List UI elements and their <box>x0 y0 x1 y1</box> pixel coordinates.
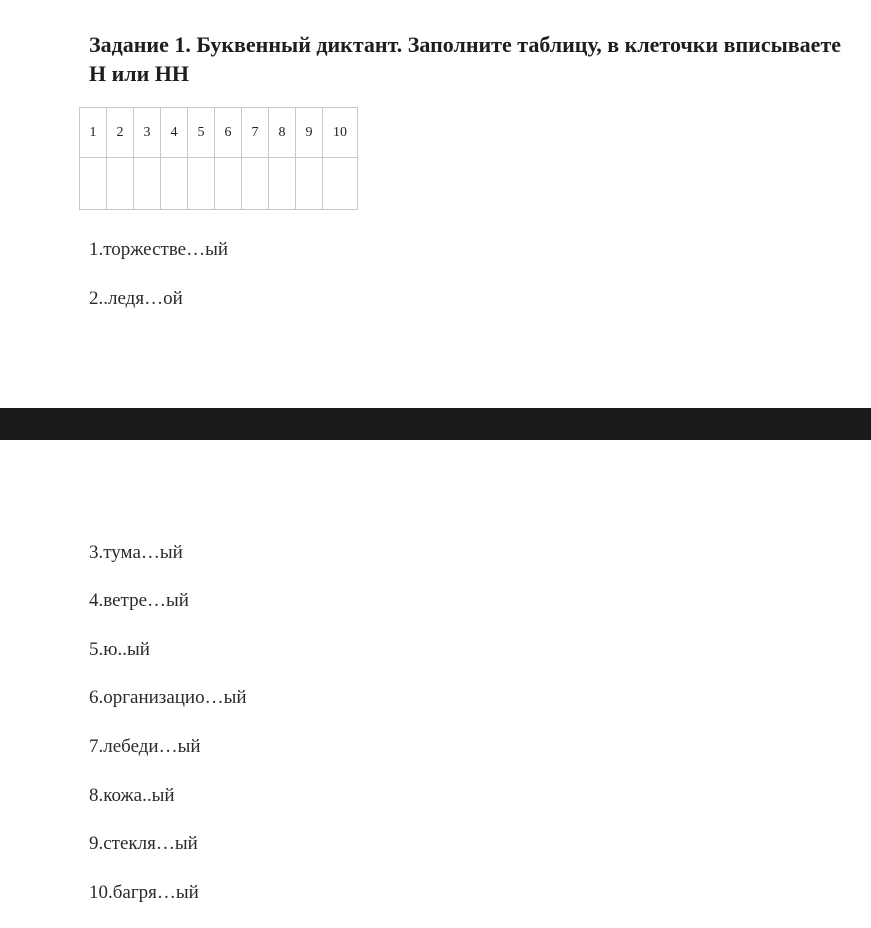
dictation-item-10: 10.багря…ый <box>89 882 199 903</box>
header-cell-10: 10 <box>323 108 358 158</box>
dictation-item-3: 3.тума…ый <box>89 542 183 563</box>
header-cell-6: 6 <box>215 108 242 158</box>
dictation-item-6: 6.организацио…ый <box>89 687 247 708</box>
task-title: Задание 1. Буквенный диктант. Заполните таблицу, в клеточки вписываете Н или НН <box>89 32 842 86</box>
answer-cell-6[interactable] <box>215 158 242 210</box>
table-header-row <box>80 108 358 158</box>
header-cell-9: 9 <box>296 108 323 158</box>
header-cell-7: 7 <box>242 108 269 158</box>
dictation-item-8: 8.кожа..ый <box>89 785 175 806</box>
answer-cell-8[interactable] <box>269 158 296 210</box>
header-cell-3: 3 <box>134 108 161 158</box>
header-cell-5: 5 <box>188 108 215 158</box>
dictation-item-1: 1.торжестве…ый <box>89 239 229 260</box>
answer-cell-7[interactable] <box>242 158 269 210</box>
header-cell-2: 2 <box>107 108 134 158</box>
dictation-item-4: 4.ветре…ый <box>89 590 189 611</box>
answer-cell-9[interactable] <box>296 158 323 210</box>
dictation-item-2: 2..ледя…ой <box>89 288 183 309</box>
header-cell-8: 8 <box>269 108 296 158</box>
answer-cell-5[interactable] <box>188 158 215 210</box>
header-cell-1: 1 <box>80 108 107 158</box>
table-answer-row <box>80 158 358 210</box>
answer-cell-4[interactable] <box>161 158 188 210</box>
page-divider-bar <box>0 408 871 440</box>
dictation-item-5: 5.ю..ый <box>89 639 150 660</box>
header-cell-4: 4 <box>161 108 188 158</box>
answer-table <box>79 107 358 210</box>
dictation-item-7: 7.лебеди…ый <box>89 736 201 757</box>
answer-cell-2[interactable] <box>107 158 134 210</box>
dictation-item-9: 9.стекля…ый <box>89 833 198 854</box>
answer-cell-10[interactable] <box>323 158 358 210</box>
answer-cell-3[interactable] <box>134 158 161 210</box>
answer-cell-1[interactable] <box>80 158 107 210</box>
